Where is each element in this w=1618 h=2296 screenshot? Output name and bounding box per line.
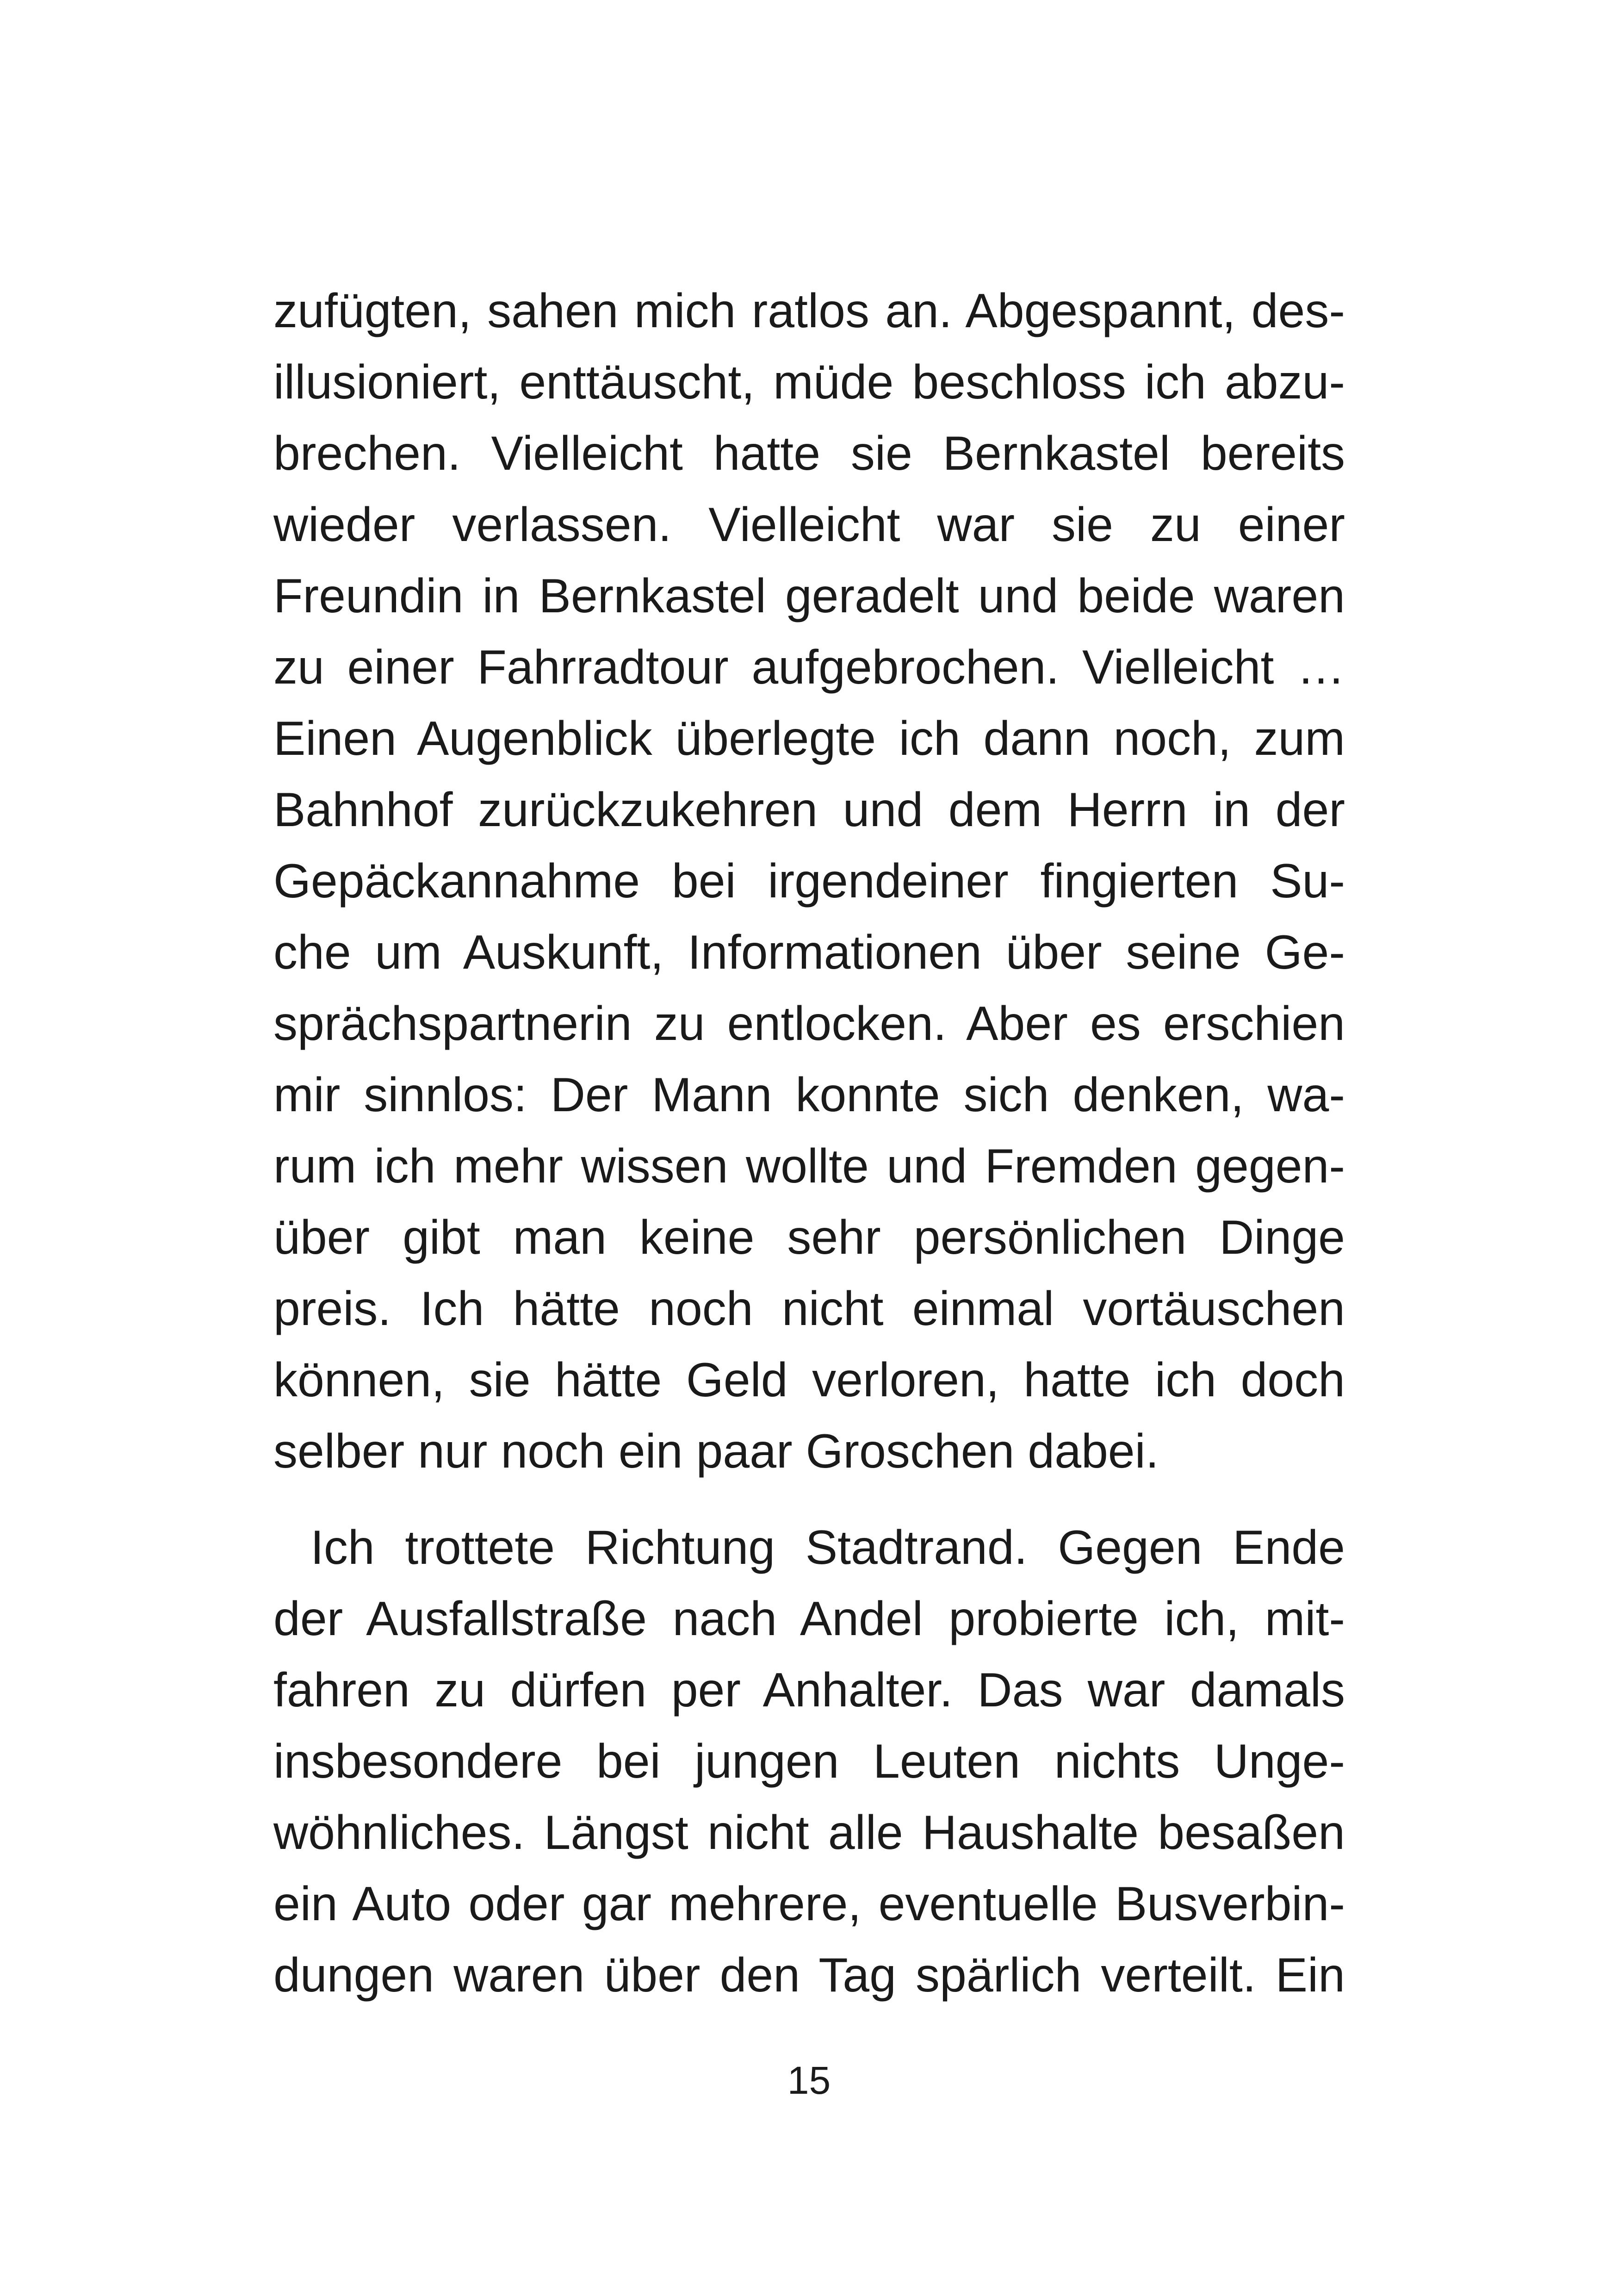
text-line: zu einer Fahrradtour aufgebrochen. Vielleicht …	[273, 641, 1345, 694]
text-line: brechen. Vielleicht hatte sie Bernkastel bereits	[273, 427, 1345, 480]
text-line: insbesondere bei jungen Leuten nichts Unge-	[273, 1735, 1345, 1788]
text-line: illusioniert, enttäuscht, müde beschloss ich abzu-	[273, 355, 1345, 409]
text-line: der Ausfallstraße nach Andel probierte ich, mit-	[273, 1592, 1345, 1646]
text-line: preis. Ich hätte noch nicht einmal vortäuschen	[273, 1282, 1345, 1336]
text-line: selber nur noch ein paar Groschen dabei.	[273, 1425, 1159, 1478]
text-line: fahren zu dürfen per Anhalter. Das war damals	[273, 1663, 1345, 1717]
text-line: che um Auskunft, Informationen über seine Ge-	[273, 926, 1345, 979]
text-line: wöhnliches. Längst nicht alle Haushalte besaßen	[273, 1806, 1345, 1860]
text-line: über gibt man keine sehr persönlichen Dinge	[273, 1211, 1345, 1264]
text-line: wieder verlassen. Vielleicht war sie zu einer	[273, 498, 1345, 552]
text-line: Einen Augenblick überlegte ich dann noch, zum	[273, 712, 1345, 765]
paragraph-2	[273, 1512, 1345, 2011]
text-line: Gepäckannahme bei irgendeiner fingierten Su-	[273, 854, 1345, 908]
text-line: Ich trottete Richtung Stadtrand. Gegen Ende	[310, 1521, 1345, 1574]
text-line: zufügten, sahen mich ratlos an. Abgespannt, des-	[273, 284, 1345, 338]
text-line: Bahnhof zurückzukehren und dem Herrn in der	[273, 783, 1345, 837]
text-line: sprächspartnerin zu entlocken. Aber es erschien	[273, 997, 1345, 1051]
text-line: können, sie hätte Geld verloren, hatte ich doch	[273, 1353, 1345, 1407]
text-line: dungen waren über den Tag spärlich verteilt. Ein	[273, 1948, 1345, 2002]
text-line: ein Auto oder gar mehrere, eventuelle Busverbin-	[273, 1877, 1345, 1931]
paragraph-1	[273, 275, 1345, 1487]
text-line: mir sinnlos: Der Mann konnte sich denken, wa-	[273, 1068, 1345, 1122]
text-line: Freundin in Bernkastel geradelt und beide waren	[273, 569, 1345, 623]
page-number: 15	[787, 2059, 831, 2102]
text-line: rum ich mehr wissen wollte und Fremden gegen-	[273, 1139, 1345, 1193]
